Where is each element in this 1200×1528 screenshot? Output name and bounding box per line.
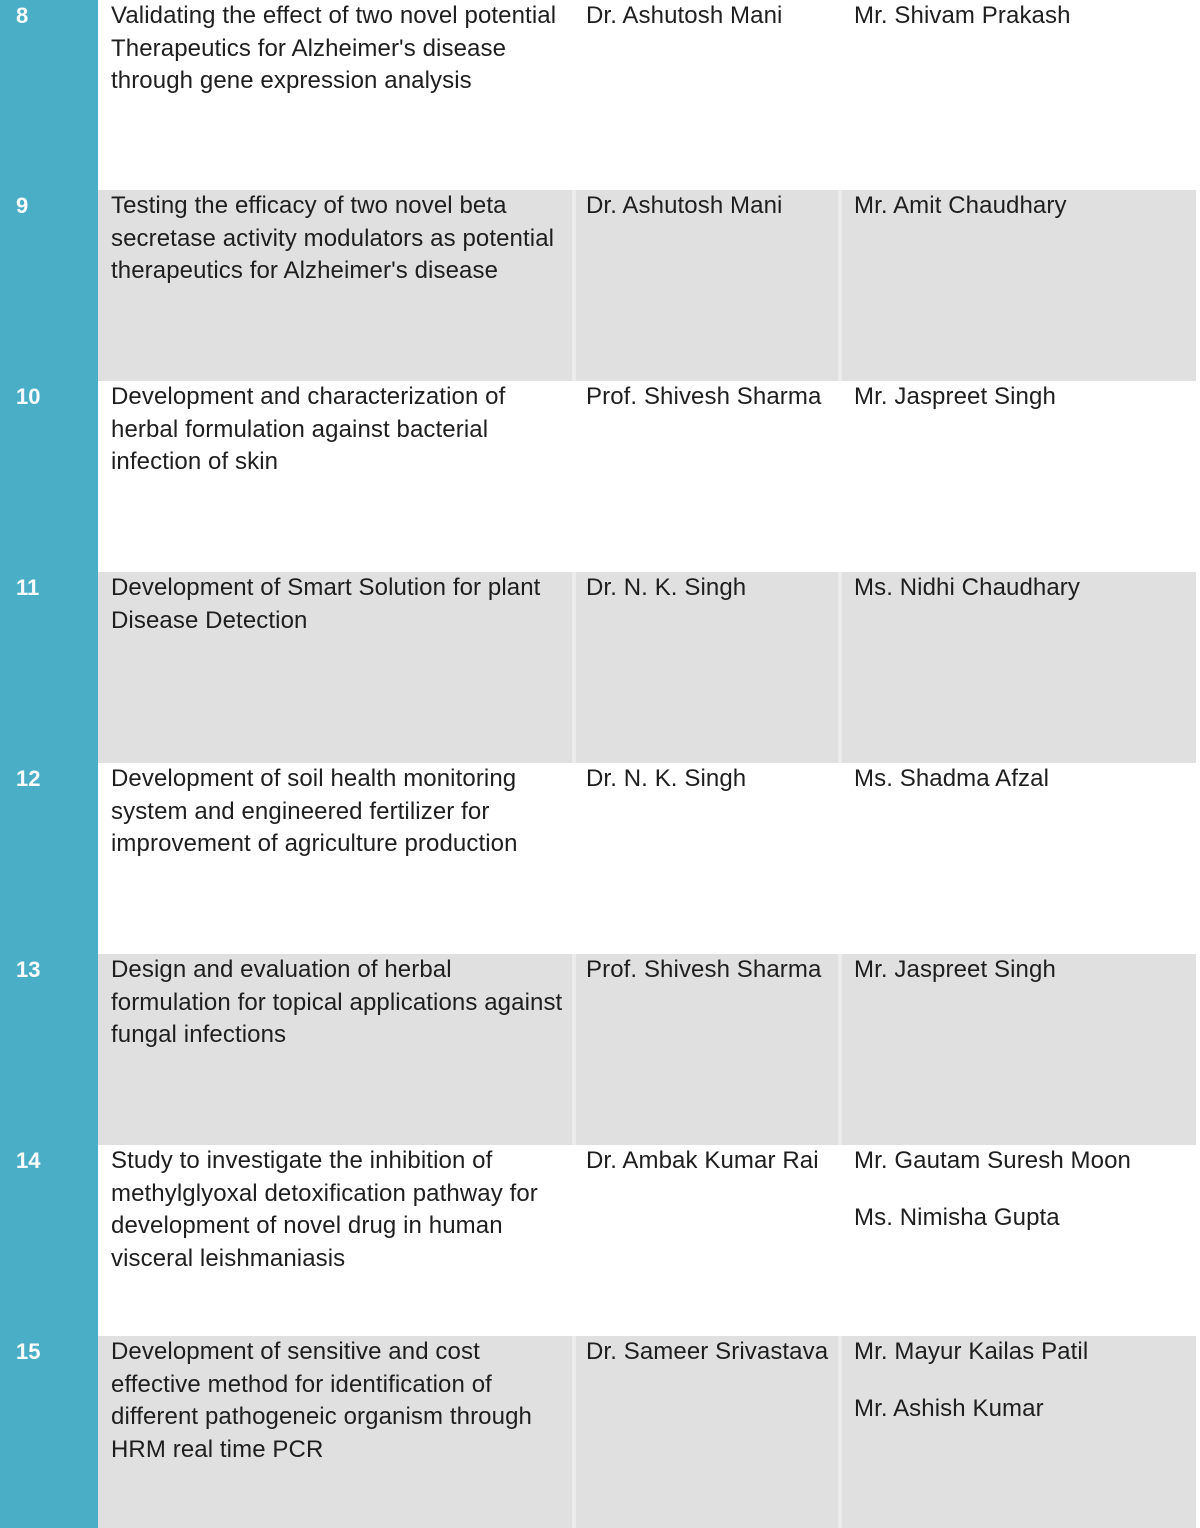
student-name: Mr. Ashish Kumar bbox=[854, 1394, 1044, 1422]
supervisor-name: Dr. Ashutosh Mani bbox=[586, 2, 783, 29]
row-number: 12 bbox=[0, 763, 98, 954]
student-cell bbox=[842, 190, 1196, 381]
table-row bbox=[0, 381, 1196, 572]
table-row bbox=[0, 1336, 1196, 1528]
student-name: Ms. Shadma Afzal bbox=[854, 765, 1050, 792]
row-number: 10 bbox=[0, 381, 98, 572]
table-row bbox=[0, 763, 1196, 954]
supervisor-name: Dr. Ambak Kumar Rai bbox=[586, 1147, 819, 1174]
table-row bbox=[0, 954, 1196, 1145]
student-name: Mr. Jaspreet Singh bbox=[854, 383, 1056, 410]
project-title: Study to investigate the inhibition of methylglyoxal detoxification pathway for development of novel drug in human visceral leishmaniasis bbox=[111, 1147, 538, 1273]
student-name: Mr. Shivam Prakash bbox=[854, 2, 1071, 29]
project-title: Development of Smart Solution for plant Disease Detection bbox=[98, 572, 572, 763]
student-name: Mr. Jaspreet Singh bbox=[854, 956, 1056, 983]
supervisor-name: Prof. Shivesh Sharma bbox=[586, 383, 822, 410]
table-row bbox=[0, 1145, 1196, 1336]
row-number: 14 bbox=[0, 1145, 98, 1336]
table-row bbox=[0, 190, 1196, 381]
supervisor-name: Dr. N. K. Singh bbox=[586, 765, 747, 792]
student-cell bbox=[842, 1145, 1196, 1336]
student-name: Ms. Nimisha Gupta bbox=[854, 1203, 1060, 1231]
table-row bbox=[0, 572, 1196, 763]
student-cell bbox=[842, 0, 1196, 190]
supervisor-name: Dr. Ashutosh Mani bbox=[576, 190, 838, 381]
student-cell bbox=[842, 1336, 1196, 1528]
student-cell bbox=[842, 381, 1196, 572]
supervisor-name: Dr. Sameer Srivastava bbox=[576, 1336, 838, 1528]
supervisor-name: Dr. N. K. Singh bbox=[576, 572, 838, 763]
student-cell bbox=[842, 572, 1196, 763]
row-number: 9 bbox=[0, 190, 98, 381]
row-number: 13 bbox=[0, 954, 98, 1145]
row-number: 15 bbox=[0, 1336, 98, 1528]
supervisor-name: Prof. Shivesh Sharma bbox=[576, 954, 838, 1145]
project-title: Development of sensitive and cost effective method for identification of different pathogeneic organism through HRM real time PCR bbox=[98, 1336, 572, 1528]
student-name: Mr. Amit Chaudhary bbox=[854, 192, 1067, 219]
project-title: Testing the efficacy of two novel beta secretase activity modulators as potential therapeutics for Alzheimer's disease bbox=[98, 190, 572, 381]
project-title: Development and characterization of herbal formulation against bacterial infection of skin bbox=[111, 383, 506, 476]
row-number: 11 bbox=[0, 572, 98, 763]
row-number: 8 bbox=[0, 0, 98, 190]
student-name: Mr. Gautam Suresh Moon bbox=[854, 1147, 1131, 1174]
project-title: Validating the effect of two novel potential Therapeutics for Alzheimer's disease through gene expression analysis bbox=[111, 2, 557, 95]
project-title: Design and evaluation of herbal formulation for topical applications against fungal infections bbox=[98, 954, 572, 1145]
table-row bbox=[0, 0, 1196, 190]
student-cell bbox=[842, 763, 1196, 954]
project-title: Development of soil health monitoring system and engineered fertilizer for improvement of agriculture production bbox=[111, 765, 518, 858]
student-name: Ms. Nidhi Chaudhary bbox=[854, 574, 1080, 601]
student-name: Mr. Mayur Kailas Patil bbox=[854, 1338, 1089, 1365]
student-cell bbox=[842, 954, 1196, 1145]
